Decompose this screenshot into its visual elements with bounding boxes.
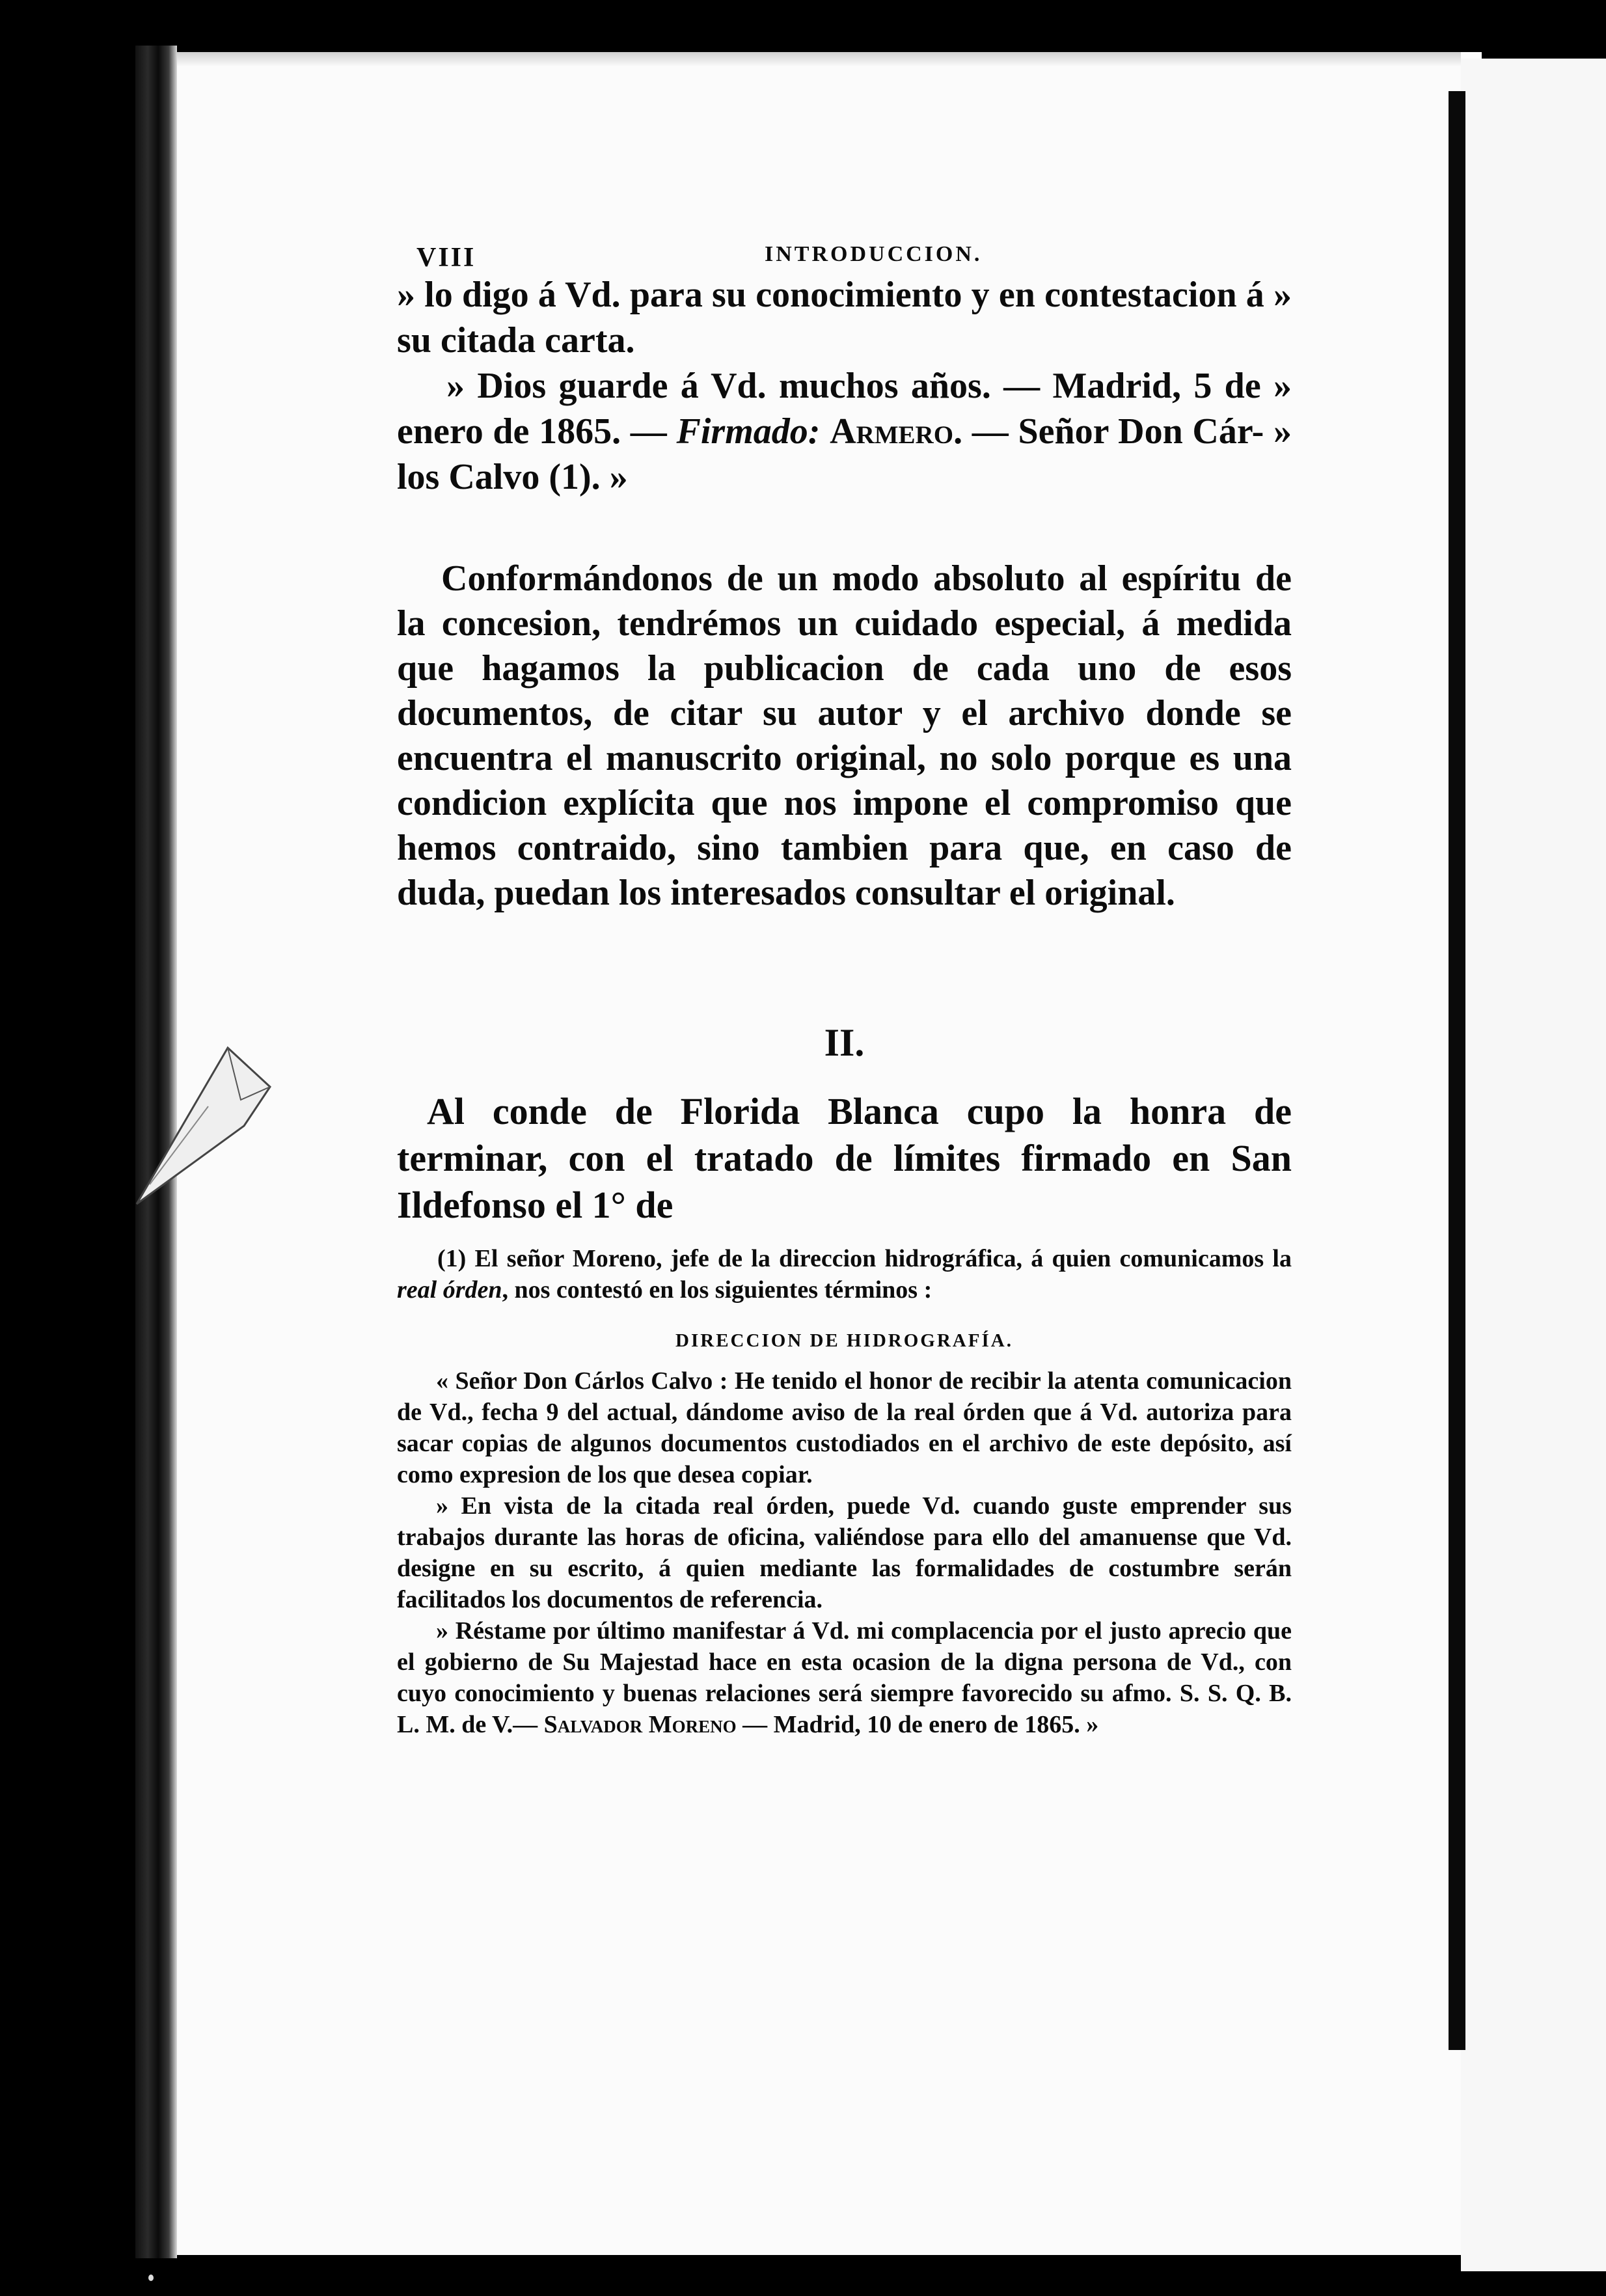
page-top-shadow (177, 52, 1461, 66)
footnote (397, 1243, 1292, 1740)
footnote-letter-p3-text: » Réstame por último manifestar á Vd. mi complacencia por el justo aprecio que el gobierno de Su Majestad hace en esta ocasion de la digna persona de Vd., con cuyo conocimiento y buenas relaciones será siempre favorecido su afmo. S. S. Q. B. L. M. de V.— (397, 1617, 1292, 1738)
footnote-intro-end: , nos contestó en los siguientes términos : (502, 1276, 932, 1304)
footnote-intro-text: (1) El señor Moreno, jefe de la direccion hidrográfica, á quien comunicamos la (437, 1245, 1292, 1272)
footnote-letter (397, 1365, 1292, 1740)
quote-line-2 (397, 363, 1292, 500)
running-head (416, 242, 1275, 275)
facing-page-edge (1461, 59, 1606, 2271)
footnote-letter-p2: » En vista de la citada real órden, puede Vd. cuando guste emprender sus trabajos durante las horas de oficina, valiéndose para ello del amanuense que Vd. designe en su escrito, á quien mediante las formalidades de costumbre serán facilitados los documentos de referencia. (397, 1492, 1292, 1613)
page-gutter (1449, 91, 1465, 2050)
footnote-letter-p3 (397, 1615, 1292, 1740)
paragraph-text: Al conde de Florida Blanca cupo la honra de terminar, con el tratado de límites firmado en San Ildefonso el 1° de (397, 1090, 1292, 1226)
footnote-letter-p3-end: — Madrid, 10 de enero de 1865. » (736, 1711, 1099, 1738)
page-fold-mark (130, 1028, 280, 1217)
footnote-letter-p1: « Señor Don Cárlos Calvo : He tenido el honor de recibir la atenta comunicacion de Vd., fecha 9 del actual, dándome aviso de la real órden que á Vd. autoriza para sacar copias de algunos documentos custodiados en el archivo de este depósito, así como expresion de los que desea copiar. (397, 1367, 1292, 1488)
page-number: VIII (416, 243, 476, 273)
quote-line-2-text: » Dios guarde á Vd. muchos años. — Madrid, 5 de » enero de 1865. — (397, 366, 1292, 452)
quote-line-2-end: . — Señor Don Cár- » los Calvo (1). » (397, 411, 1292, 497)
running-title: INTRODUCCION. (765, 242, 983, 266)
letter-closing-quote (397, 272, 1292, 500)
firmado-label: Firmado: (676, 411, 821, 452)
quote-line-1: » lo digo á Vd. para su conocimiento y en contestacion á » su citada carta. (397, 275, 1292, 361)
footnote-heading: DIRECCION DE HIDROGRAFÍA. (675, 1330, 1013, 1351)
paragraph-text: Conformándonos de un modo absoluto al espíritu de la concesion, tendrémos un cuidado especial, á medida que hagamos la publicacion de cada uno de esos documentos, de citar su autor y el archivo donde se encuentra el manuscrito original, no solo porque es una condicion explícita que nos impone el compromiso que hemos contraido, sino tambien para que, en caso de duda, puedan los interesados consultar el original. (397, 558, 1292, 913)
section-heading: II. (824, 1021, 865, 1064)
paragraph-conformandonos (397, 556, 1292, 916)
footnote-emphasis: real órden (397, 1276, 502, 1304)
scan-speck (148, 2275, 154, 2281)
signer-armero: Armero (830, 411, 954, 452)
signer-moreno: Salvador Moreno (543, 1711, 737, 1738)
paragraph-florida-blanca (397, 1088, 1292, 1229)
footnote-intro (397, 1243, 1292, 1305)
